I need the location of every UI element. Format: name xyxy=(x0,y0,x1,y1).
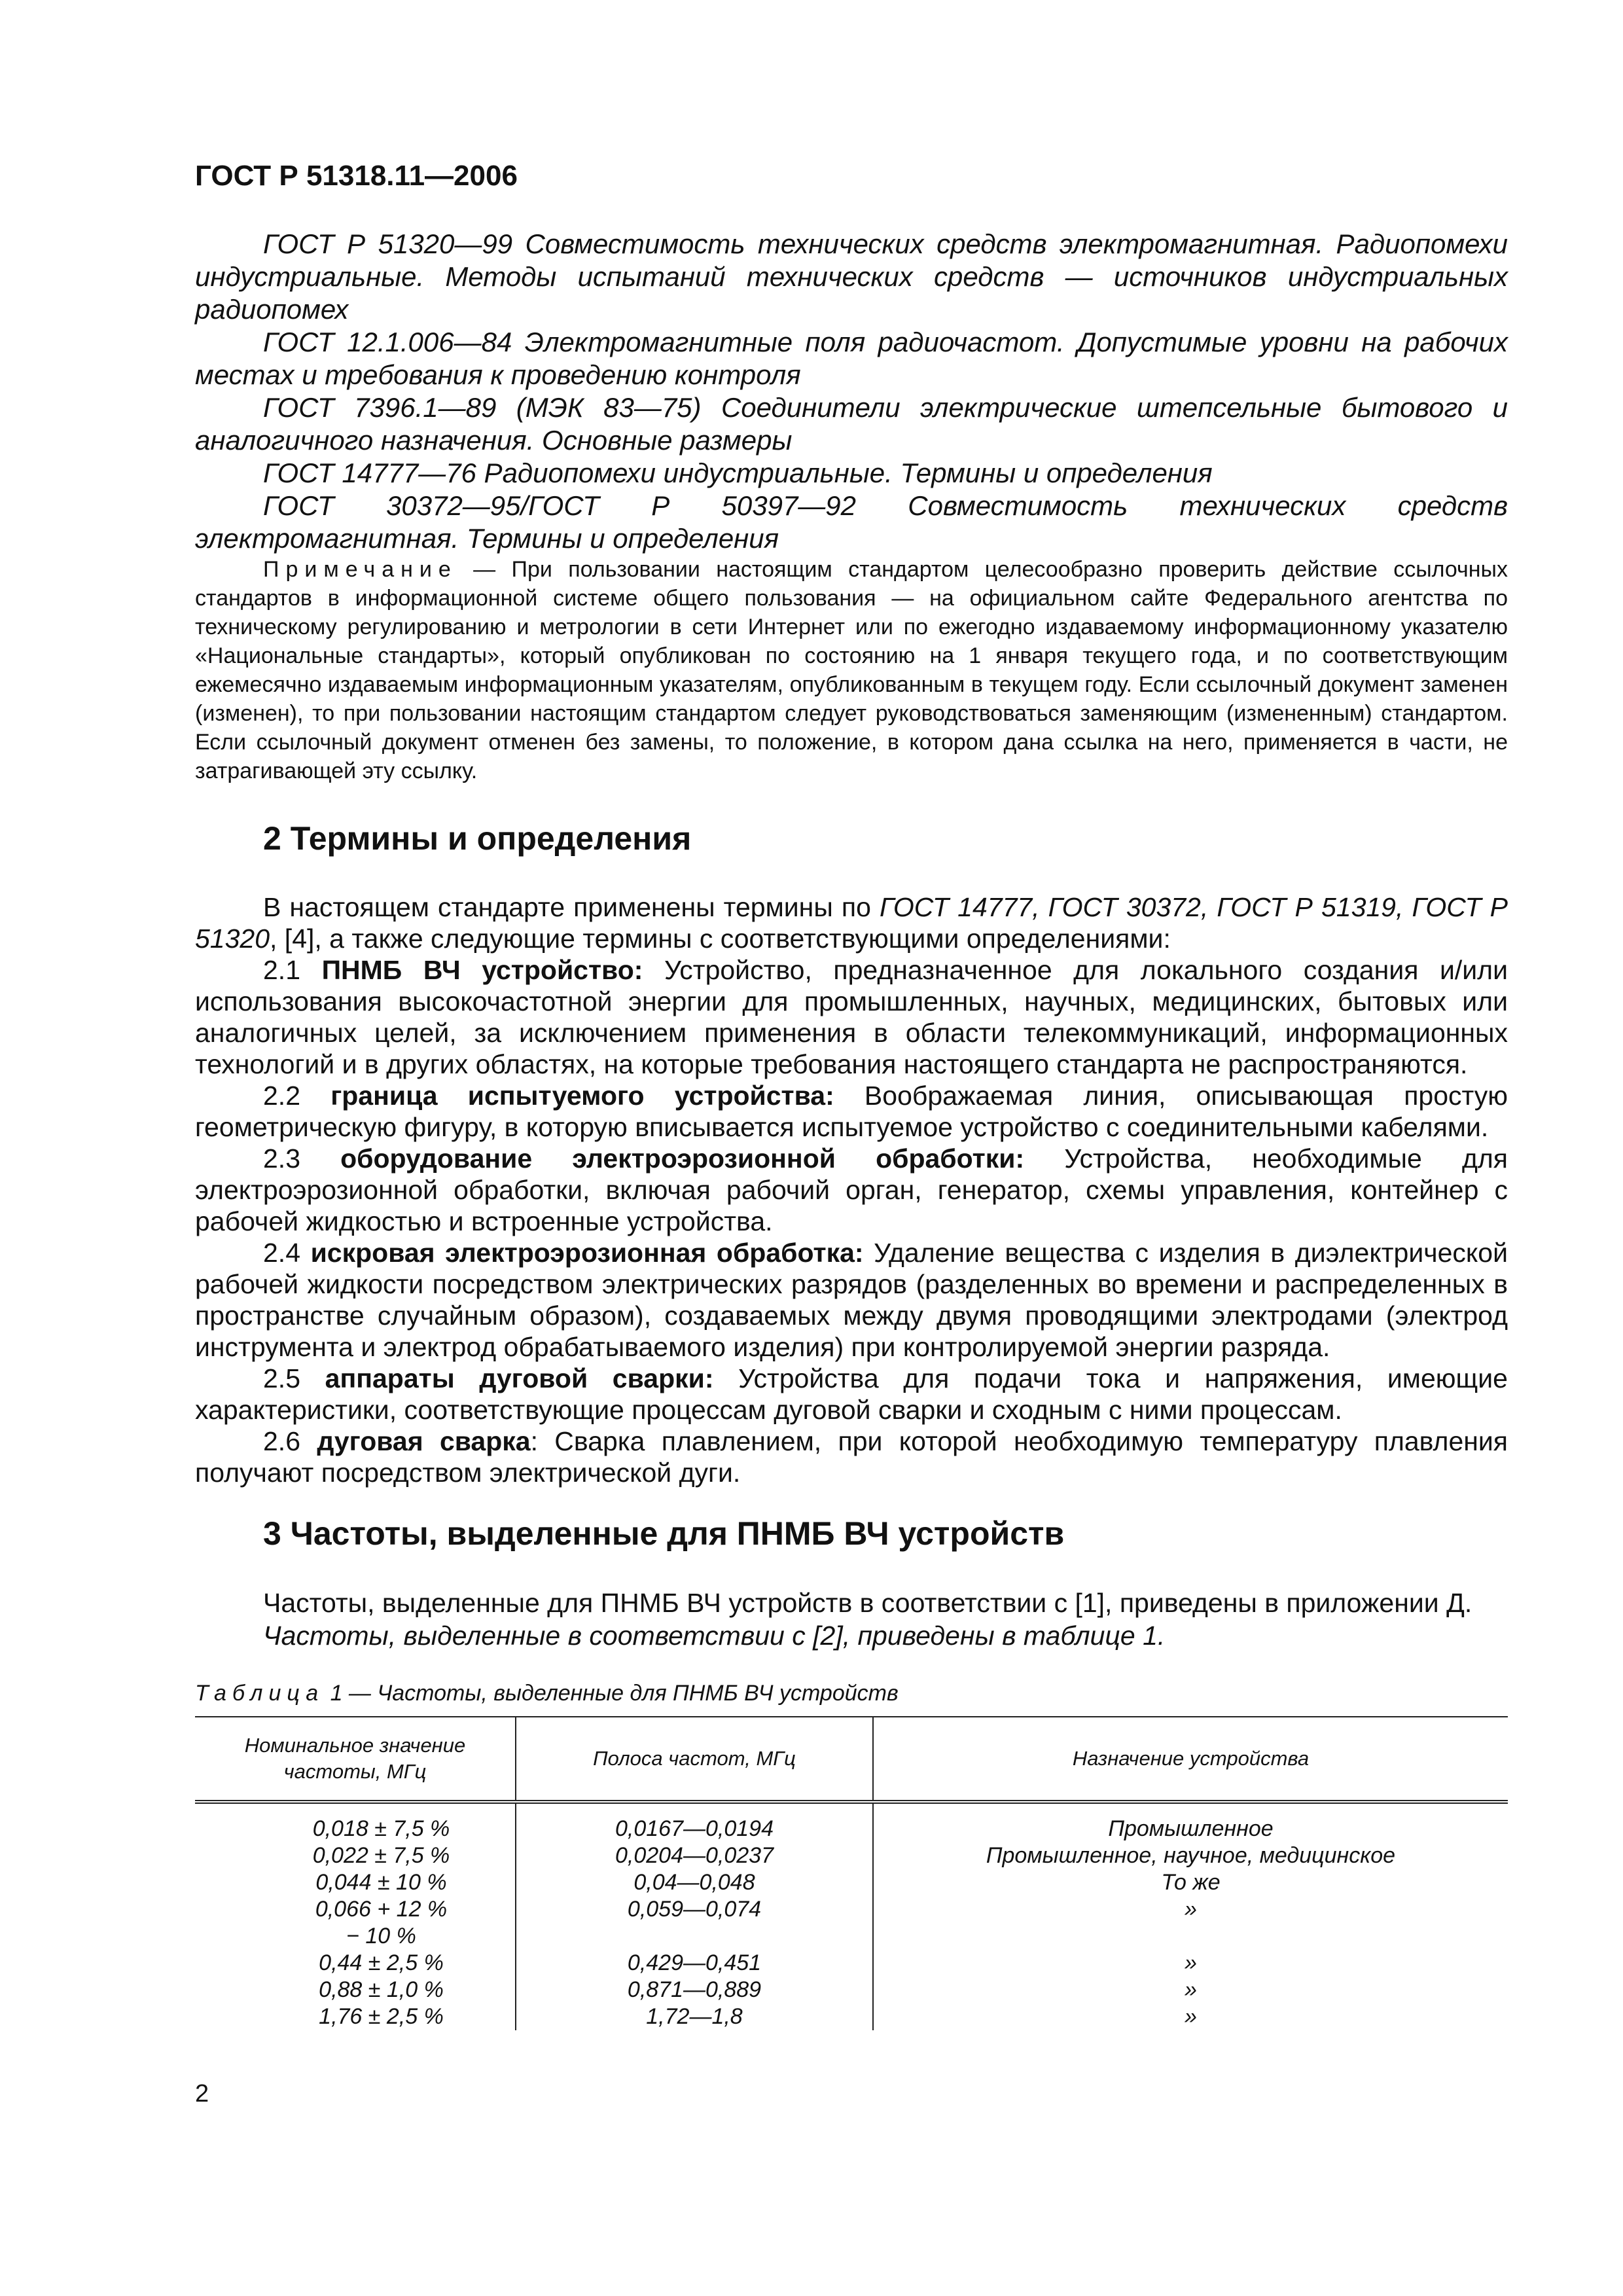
term-number: 2.3 xyxy=(263,1143,300,1174)
cell-nominal: − 10 % xyxy=(346,1924,416,1948)
term-2-4 xyxy=(195,1237,1508,1363)
page-number: 2 xyxy=(195,2080,209,2108)
term-2-5 xyxy=(195,1363,1508,1426)
intro-text: В настоящем стандарте применены термины по xyxy=(263,892,880,922)
cell-purpose: » xyxy=(873,1950,1508,1977)
section-3-para-2 xyxy=(195,1619,1508,1652)
cell-nominal: 0,066 + 12 % xyxy=(315,1897,448,1922)
cell-band: 1,72—1,8 xyxy=(516,2003,873,2030)
intro-text-end: , [4], а также следующие термины с соответствующими определениями: xyxy=(270,924,1171,954)
term-definition: Удаление вещества с изделия в диэлектрической рабочей жидкости посредством электрических разрядов (разделенных во времени и распределенных в пространстве случайным образом), создаваемых между двумя проводящими электродами (электрод инструмента и электрод обрабатываемого изделия) при контролируемой энергии разряда. xyxy=(195,1238,1508,1362)
term-definition: Устройство, предназначенное для локального создания и/или использования высокочастотной энергии для промышленных, научных, медицинских, бытовых или аналогичных целей, за исключением применения в области телекоммуникаций, информационных технологий и в других областях, на которые требования настоящего стандарта не распространяются. xyxy=(195,955,1508,1079)
term-number: 2.2 xyxy=(263,1081,300,1111)
table-row xyxy=(195,1802,1508,1842)
term-name: оборудование электроэрозионной обработки: xyxy=(340,1143,1025,1174)
term-definition: Устройства для подачи тока и напряжения, имеющие характеристики, соответствующие процессам дуговой сварки и сходным с ними процессам. xyxy=(195,1363,1508,1425)
term-2-1 xyxy=(195,954,1508,1080)
section-3-para-1: Частоты, выделенные для ПНМБ ВЧ устройств в соответствии с [1], приведены в приложении Д. xyxy=(263,1588,1472,1618)
document-page xyxy=(195,0,1508,2296)
table-row xyxy=(195,1896,1508,1923)
term-name: дуговая сварка xyxy=(317,1426,531,1456)
cell-band: 0,871—0,889 xyxy=(516,1977,873,2003)
cell-nominal: 0,044 ± 10 % xyxy=(315,1870,447,1895)
column-header-nominal: Номинальное значение частоты, МГц xyxy=(195,1717,516,1802)
cell-nominal: 1,76 ± 2,5 % xyxy=(319,2004,444,2029)
cell-purpose: » xyxy=(873,1977,1508,2003)
term-definition: : Сварка плавлением, при которой необходимую температуру плавления получают посредством электрической дуги. xyxy=(195,1426,1508,1488)
cell-purpose: » xyxy=(873,1896,1508,1923)
column-header-band: Полоса частот, МГц xyxy=(516,1717,873,1802)
note-label: Примечание xyxy=(263,557,457,582)
section-2-title: 2 Термины и определения xyxy=(263,820,692,857)
table-row xyxy=(195,1950,1508,1977)
note-text: — При пользовании настоящим стандартом целесообразно проверить действие ссылочных стандартов в информационной системе общего пользования — на официальном сайте Федерального агентства по техническому регулированию и метрологии в сети Интернет или по ежегодно издаваемому информационному указателю «Национальные стандарты», который опубликован по состоянию на 1 января текущего года, и по соответствующим ежемесячно издаваемым информационным указателям, опубликованным в текущем году. Если ссылочный документ заменен (изменен), то при пользовании настоящим стандартом следует руководствоваться заменяющим (измененным) стандартом. Если ссылочный документ отменен без замены, то положение, в котором дана ссылка на него, применяется в части, не затрагивающей эту ссылку. xyxy=(195,557,1508,783)
section-3-para-2-text: Частоты, выделенные в соответствии с [2], приведены в таблице 1. xyxy=(263,1621,1166,1651)
cell-nominal: 0,88 ± 1,0 % xyxy=(319,1977,444,2002)
section-3-body xyxy=(195,1587,1508,1652)
term-definition: Устройства, необходимые для электроэрозионной обработки, включая рабочий орган, генератор, схемы управления, контейнер с рабочей жидкостью и встроенные устройства. xyxy=(195,1143,1508,1236)
reference-item: ГОСТ 14777—76 Радиопомехи индустриальные. Термины и определения xyxy=(263,457,1213,488)
frequency-table xyxy=(195,1716,1508,2030)
table-row xyxy=(195,1842,1508,1869)
cell-nominal: 0,018 ± 7,5 % xyxy=(312,1816,450,1841)
section-2-body xyxy=(195,891,1508,1488)
term-name: граница испытуемого устройства: xyxy=(330,1081,834,1111)
table-row xyxy=(195,1923,1508,1950)
cell-band: 0,0167—0,0194 xyxy=(516,1802,873,1842)
term-2-3 xyxy=(195,1143,1508,1237)
cell-purpose xyxy=(873,1923,1508,1950)
term-2-2 xyxy=(195,1080,1508,1143)
cell-purpose: То же xyxy=(873,1869,1508,1896)
cell-band: 0,059—0,074 xyxy=(516,1896,873,1923)
term-number: 2.6 xyxy=(263,1426,300,1456)
table-caption-label: Таблица xyxy=(195,1681,325,1706)
cell-band: 0,04—0,048 xyxy=(516,1869,873,1896)
term-definition: Воображаемая линия, описывающая простую геометрическую фигуру, в которую вписывается испытуемое устройство с соединительными кабелями. xyxy=(195,1081,1508,1142)
document-header: ГОСТ Р 51318.11—2006 xyxy=(195,160,518,192)
term-number: 2.5 xyxy=(263,1363,300,1393)
reference-item: ГОСТ 12.1.006—84 Электромагнитные поля радиочастот. Допустимые уровни на рабочих местах и требования к проведению контроля xyxy=(195,327,1508,390)
term-name: аппараты дуговой сварки: xyxy=(325,1363,714,1393)
cell-band: 0,429—0,451 xyxy=(516,1950,873,1977)
term-2-6 xyxy=(195,1426,1508,1488)
cell-nominal: 0,44 ± 2,5 % xyxy=(319,1950,444,1975)
cell-purpose: » xyxy=(873,2003,1508,2030)
table-caption xyxy=(195,1681,899,1706)
reference-item: ГОСТ 30372—95/ГОСТ Р 50397—92 Совместимость технических средств электромагнитная. Термины и определения xyxy=(195,490,1508,554)
term-name: искровая электроэрозионная обработка: xyxy=(310,1238,864,1268)
table-header-row xyxy=(195,1717,1508,1802)
normative-references xyxy=(195,228,1508,555)
column-header-purpose: Назначение устройства xyxy=(873,1717,1508,1802)
table-row xyxy=(195,1977,1508,2003)
section-2-intro xyxy=(195,891,1508,954)
reference-item: ГОСТ Р 51320—99 Совместимость технических средств электромагнитная. Радиопомехи индустриальные. Методы испытаний технических средств — источников индустриальных радиопомех xyxy=(195,228,1508,325)
cell-band xyxy=(516,1923,873,1950)
term-name: ПНМБ ВЧ устройство: xyxy=(321,955,643,985)
reference-item: ГОСТ 7396.1—89 (МЭК 83—75) Соединители электрические штепсельные бытового и аналогичного назначения. Основные размеры xyxy=(195,392,1508,456)
term-number: 2.1 xyxy=(263,955,300,985)
table-row xyxy=(195,1869,1508,1896)
cell-band: 0,0204—0,0237 xyxy=(516,1842,873,1869)
term-number: 2.4 xyxy=(263,1238,300,1268)
section-3-title: 3 Частоты, выделенные для ПНМБ ВЧ устройств xyxy=(263,1515,1065,1552)
cell-nominal: 0,022 ± 7,5 % xyxy=(312,1843,450,1868)
intro-references: ГОСТ 14777, ГОСТ 30372, ГОСТ Р 51319, ГОСТ Р 51320 xyxy=(195,892,1508,954)
references-note xyxy=(195,555,1508,785)
table-row xyxy=(195,2003,1508,2030)
cell-purpose: Промышленное, научное, медицинское xyxy=(873,1842,1508,1869)
table-caption-text: 1 — Частоты, выделенные для ПНМБ ВЧ устройств xyxy=(324,1681,899,1706)
cell-purpose: Промышленное xyxy=(873,1802,1508,1842)
